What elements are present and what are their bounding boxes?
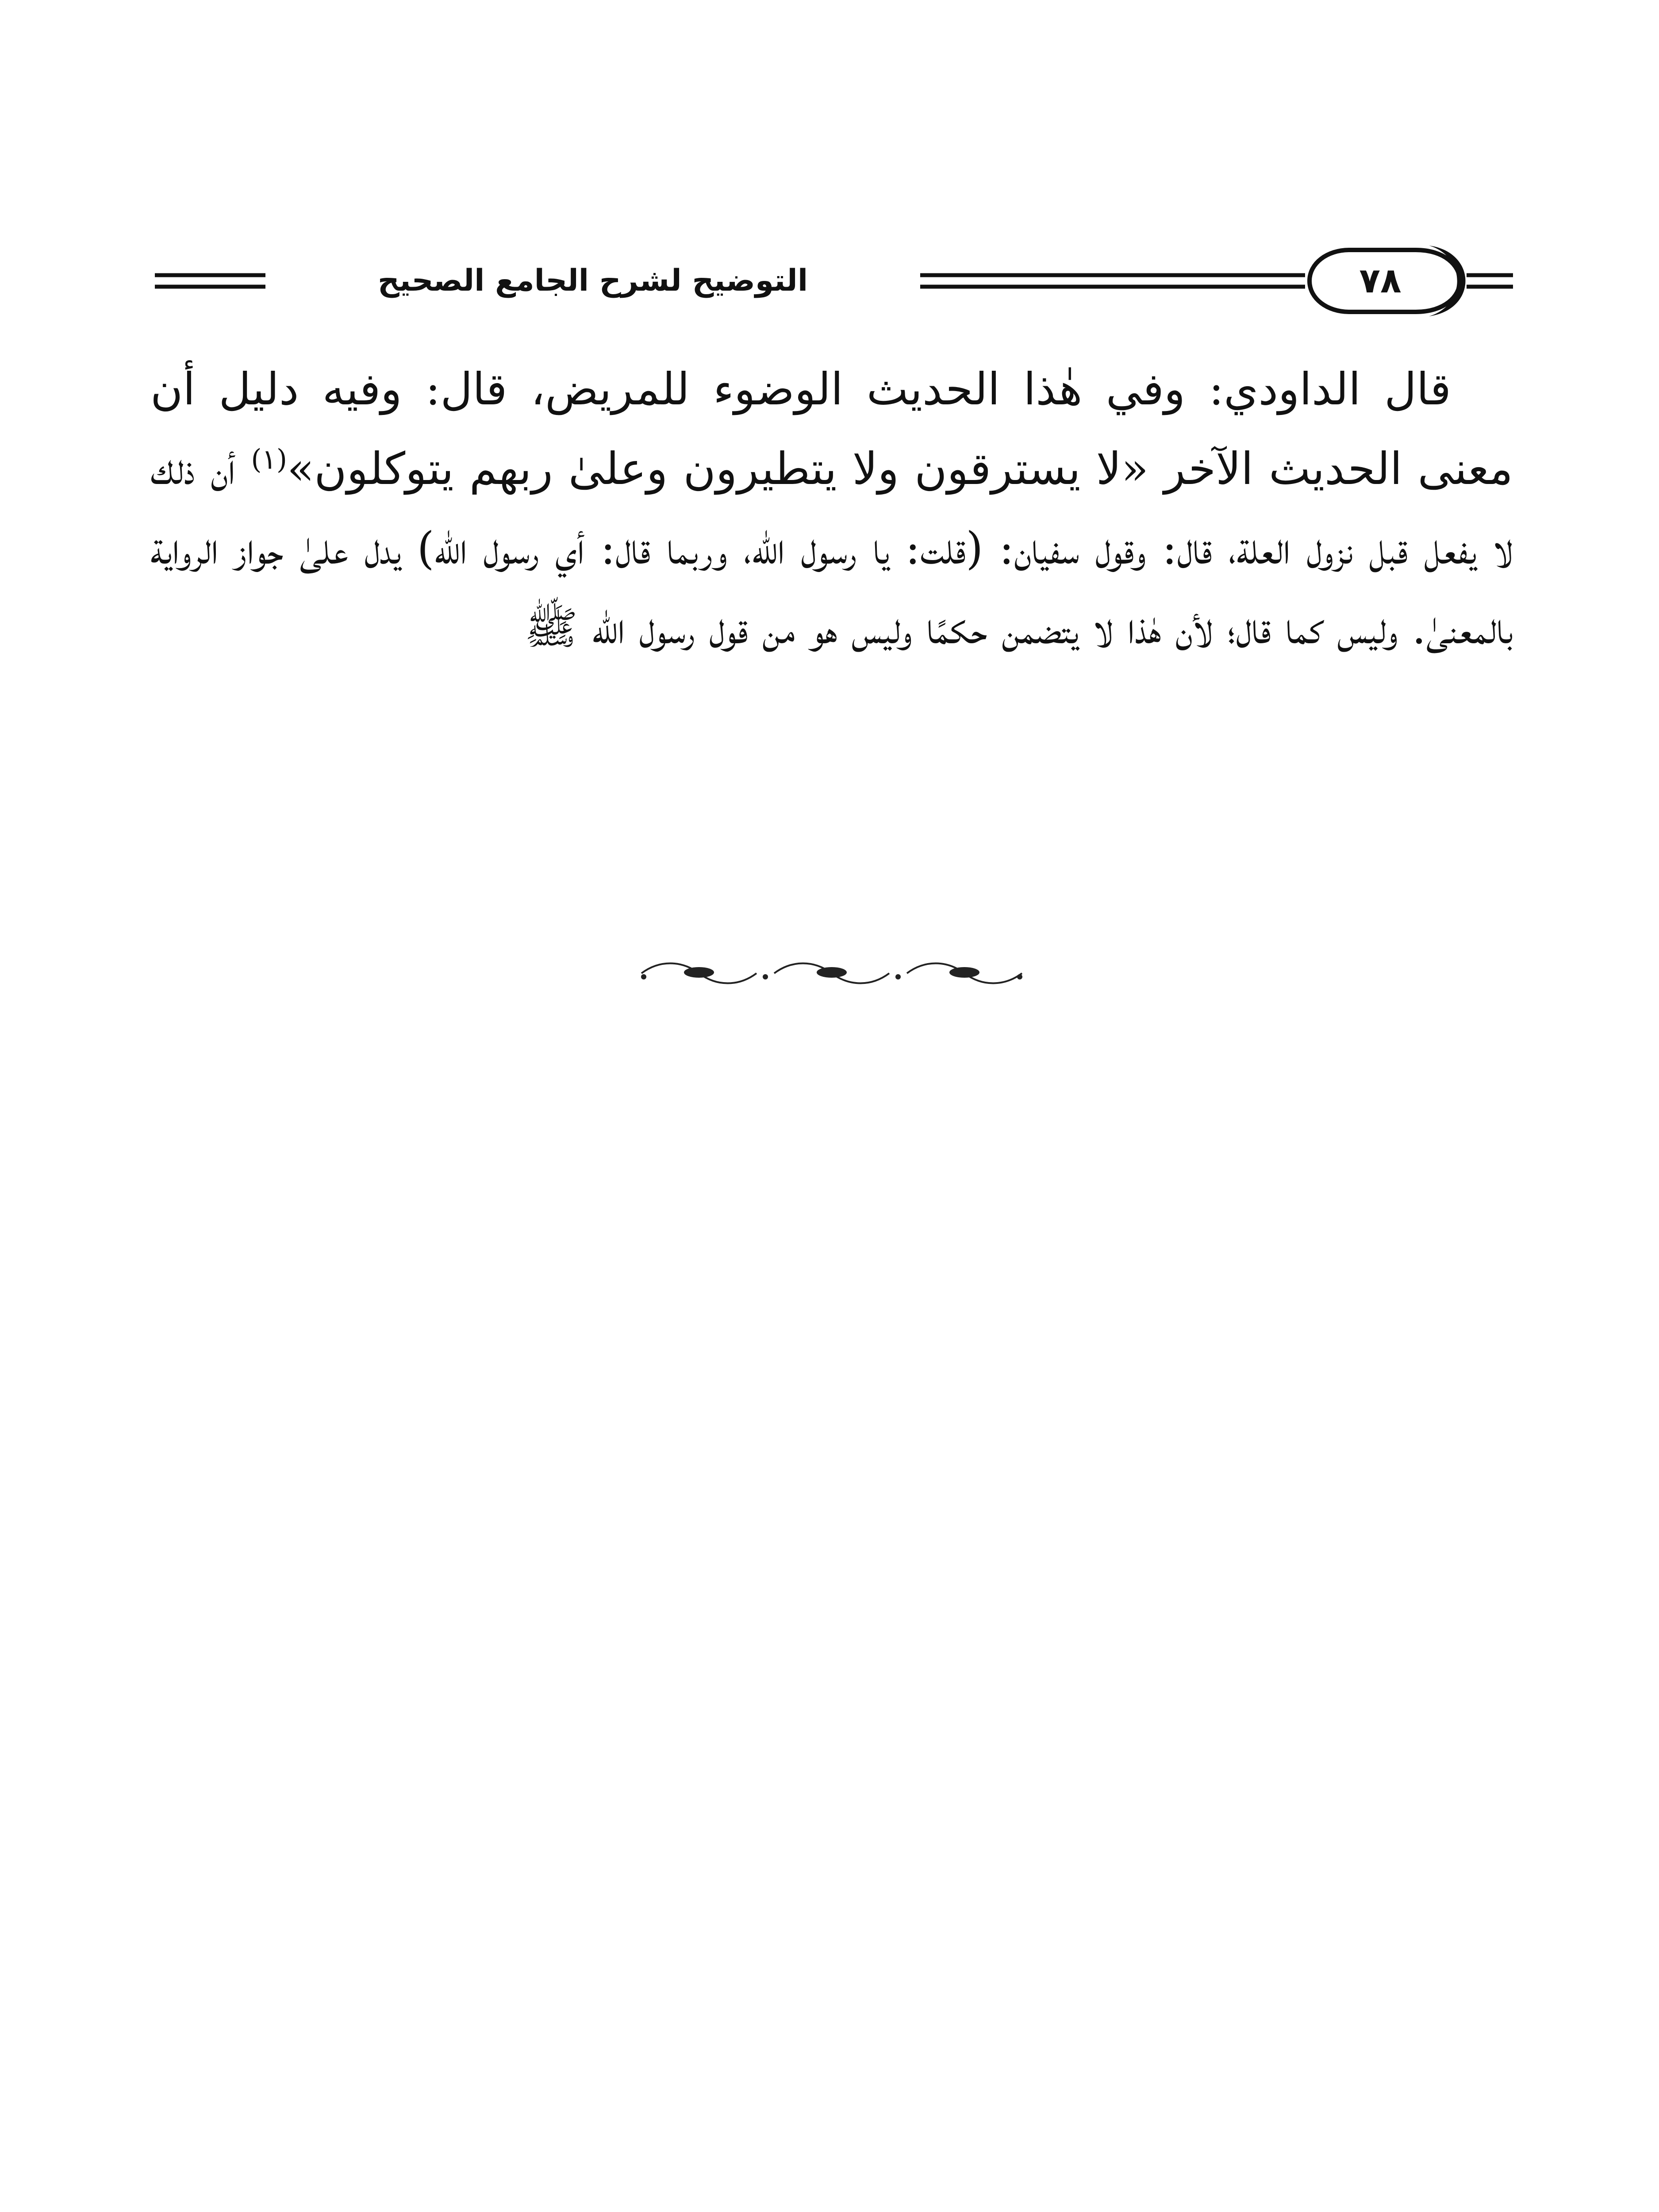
page-number: ٧٨: [1359, 261, 1402, 301]
running-header: [146, 234, 1517, 327]
paragraph-text-part-1: قال الداودي: وفي هٰذا الحديث الوضوء للمريض، قال: وفيه دليل أن معنى الحديث الآخر «لا يسترقون ولا يتطيرون وعلىٰ ربهم يتوكلون»: [150, 363, 1513, 495]
paragraph-text-part-2: أن ذلك لا يفعل قبل نزول العلة، قال: وقول سفيان: (قلت: يا رسول الله، وربما قال: أي رسول الله) يدل علىٰ جواز الرواية بالمعنىٰ. وليس كما قال؛ لأن هٰذا لا يتضمن حكمًا وليس هو من قول رسول الله ﷺ: [150, 443, 1513, 654]
main-text: [150, 349, 1513, 668]
body-paragraph: [150, 349, 1513, 668]
section-end-ornament-icon: [633, 956, 1031, 991]
footnote-reference: (١): [251, 443, 288, 476]
book-title: التوضيح لشرح الجامع الصحيح: [279, 261, 907, 301]
